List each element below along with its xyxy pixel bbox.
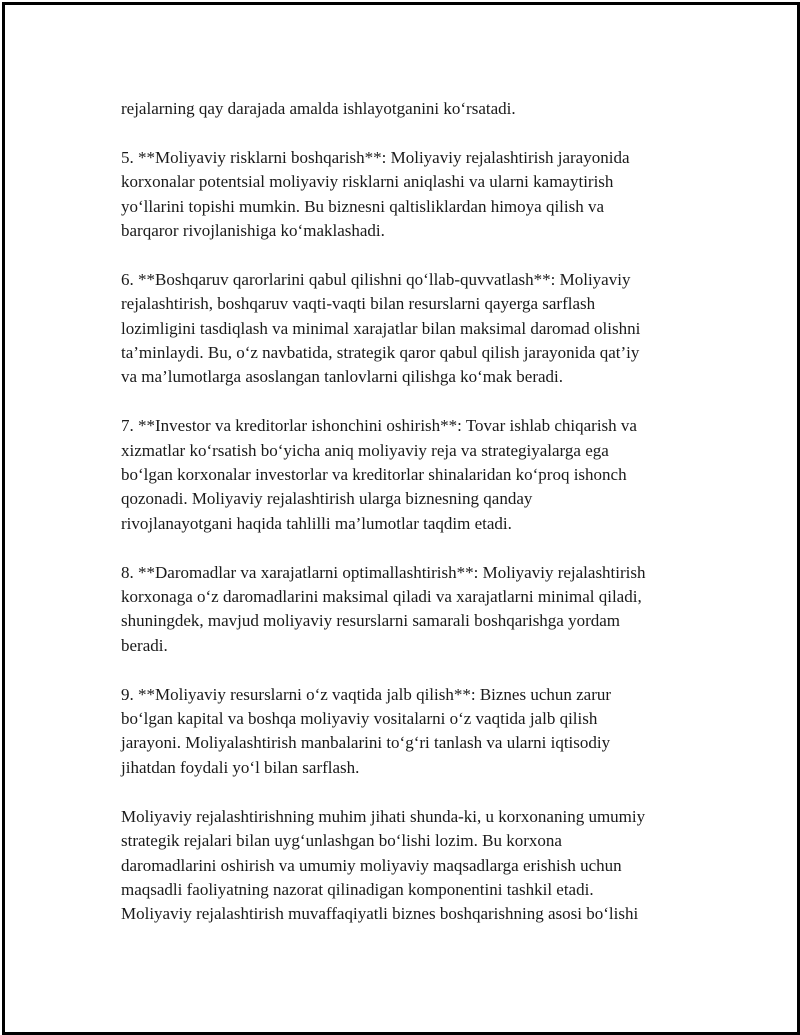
paragraph-conclusion: Moliyaviy rejalashtirishning muhim jihati shunda-ki, u korxonaning umumiy strategik rejalari bilan uyg‘unlashgan bo‘lishi lozim. Bu korxona daromadlarini oshirish va umumiy moliyaviy maqsadlarga erishish uchun maqsadli faoliyatning nazorat qilinadigan komponentini tashkil etadi. Moliyaviy rejalashtirish muvaffaqiyatli biznes boshqarishning asosi bo‘lishi — [121, 806, 646, 924]
paragraph-item-7: 7. **Investor va kreditorlar ishonchini oshirish**: Tovar ishlab chiqarish va xizmatlar ko‘rsatish bo‘yicha aniq moliyaviy reja va strategiyalarga ega bo‘lgan korxonalar investorlar va kreditorlar shinalaridan ko‘proq ishonch qozonadi. Moliyaviy rejalashtirish ularga biznesning qanday rivojlanayotgani haqida tahlilli ma’lumotlar taqdim etadi. — [121, 416, 637, 533]
paragraph-item-8: 8. **Daromadlar va xarajatlarni optimallashtirish**: Moliyaviy rejalashtirish korxonaga o‘z daromadlarini maksimal qiladi va xarajatlarni minimal qiladi, shuningdek, mavjud moliyaviy resurslarni samarali boshqarishga yordam beradi. — [121, 562, 646, 655]
document-body — [121, 97, 701, 927]
paragraph-item-5: 5. **Moliyaviy risklarni boshqarish**: Moliyaviy rejalashtirish jarayonida korxonalar potentsial moliyaviy risklarni aniqlashi va ularni kamaytirish yo‘llarini topishi mumkin. Bu biznesni qaltisliklardan himoya qilish va barqaror rivojlanishiga ko‘maklashadi. — [121, 147, 630, 241]
paragraph-continuation: rejalarning qay darajada amalda ishlayotganini ko‘rsatadi. — [121, 99, 516, 118]
paragraph-item-9: 9. **Moliyaviy resurslarni o‘z vaqtida jalb qilish**: Biznes uchun zarur bo‘lgan kapital va boshqa moliyaviy vositalarni o‘z vaqtida jalb qilish jarayoni. Moliyalashtirish manbalarini to‘g‘ri tanlash va ularni iqtisodiy jihatdan foydali yo‘l bilan sarflash. — [121, 684, 612, 777]
paragraph-item-6: 6. **Boshqaruv qarorlarini qabul qilishni qo‘llab-quvvatlash**: Moliyaviy rejalashtirish, boshqaruv vaqti-vaqti bilan resurslarni qayerga sarflash lozimligini tasdiqlash va minimal xarajatlar bilan maksimal daromad olishni ta’minlaydi. Bu, o‘z navbatida, strategik qaror qabul qilish jarayonida qat’iy va ma’lumotlarga asoslangan tanlovlarni qilishga ko‘mak beradi. — [121, 269, 641, 387]
page-frame — [2, 2, 800, 1035]
